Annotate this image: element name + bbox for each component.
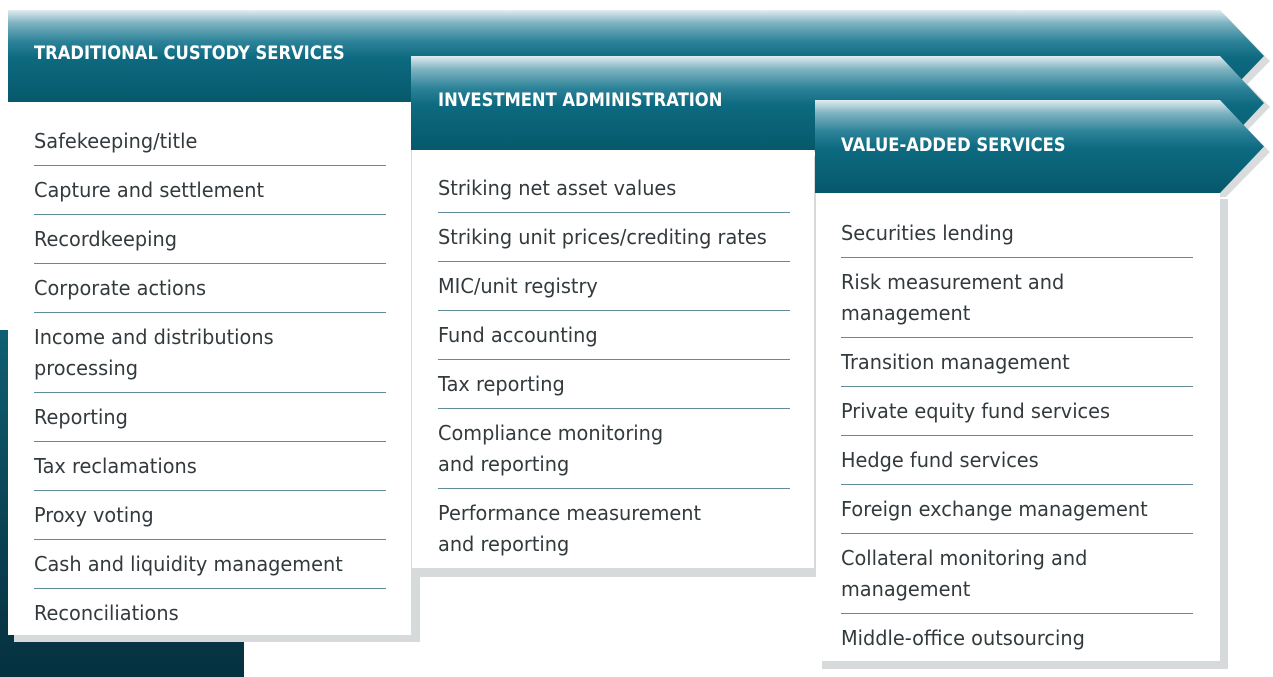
list-item: Tax reclamations xyxy=(34,442,386,491)
list-item: Risk measurement and management xyxy=(841,258,1193,338)
list-item: Foreign exchange management xyxy=(841,485,1193,534)
list-item: Striking unit prices/crediting rates xyxy=(438,213,790,262)
list-item: Striking net asset values xyxy=(438,164,790,213)
list-item: Safekeeping/title xyxy=(34,117,386,166)
list-item: Income and distributions processing xyxy=(34,313,386,393)
header-title-investment-administration: INVESTMENT ADMINISTRATION xyxy=(438,89,723,111)
list-item: Compliance monitoring and reporting xyxy=(438,409,790,489)
list-item: Securities lending xyxy=(841,209,1193,258)
list-item: Reconciliations xyxy=(34,601,179,625)
list-item: Proxy voting xyxy=(34,491,386,540)
list-item: Private equity fund services xyxy=(841,387,1193,436)
list-item: MIC/unit registry xyxy=(438,262,790,311)
list-value-added xyxy=(841,209,1193,662)
list-item: Middle-office outsourcing xyxy=(841,626,1085,650)
list-item: Corporate actions xyxy=(34,264,386,313)
header-title-traditional-custody: TRADITIONAL CUSTODY SERVICES xyxy=(34,42,345,64)
list-investment-administration xyxy=(438,164,790,568)
list-item: Tax reporting xyxy=(438,360,790,409)
list-traditional-custody xyxy=(34,117,386,637)
list-item: Transition management xyxy=(841,338,1193,387)
list-item: Fund accounting xyxy=(438,311,790,360)
list-item: Hedge fund services xyxy=(841,436,1193,485)
list-item: Capture and settlement xyxy=(34,166,386,215)
list-item: Reporting xyxy=(34,393,386,442)
list-item: Performance measurement and reporting xyxy=(438,501,702,556)
list-item: Recordkeeping xyxy=(34,215,386,264)
header-title-value-added: VALUE-ADDED SERVICES xyxy=(841,134,1066,156)
list-item: Collateral monitoring and management xyxy=(841,534,1193,614)
list-item: Cash and liquidity management xyxy=(34,540,386,589)
